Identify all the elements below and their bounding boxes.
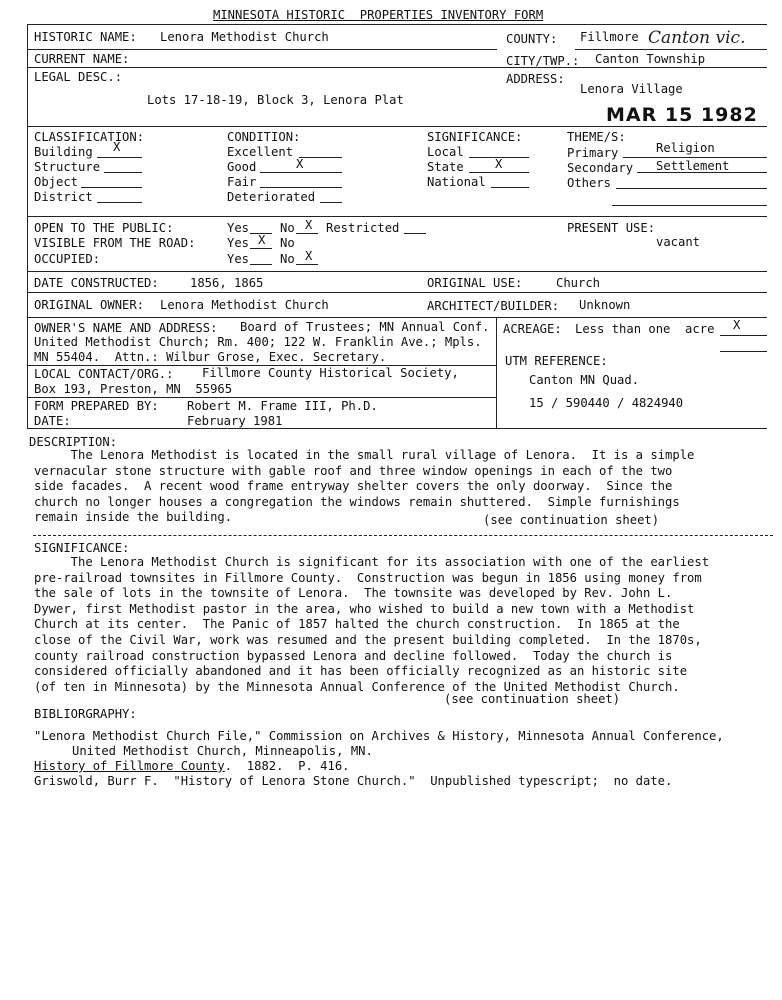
county-label: COUNTY: (506, 32, 558, 46)
class-object: Object (34, 175, 79, 189)
blank (623, 157, 767, 158)
description-text: The Lenora Methodist is located in the small rural village of Lenora. It is a simple vernacular stone structure with gable roof and three window openings in each of the two side facades. A recent wood frame entryway shelter covers the only doorway. Since the church no longer houses a congregation the windows remain shuttered. Simple furnishings remain inside the building. (34, 448, 695, 525)
cond-deteriorated: Deteriorated (227, 190, 316, 204)
bib-entry2 (34, 759, 350, 774)
blank (296, 233, 318, 234)
occupied-label: OCCUPIED: (34, 252, 101, 266)
significance-label: SIGNIFICANCE: (34, 541, 130, 555)
rule (27, 49, 497, 50)
description-label: DESCRIPTION: (29, 435, 118, 449)
rule (27, 397, 496, 398)
mid-divider (496, 317, 497, 428)
blank (260, 187, 342, 188)
class-building-mark: X (113, 140, 121, 154)
blank (97, 202, 142, 203)
cond-fair: Fair (227, 175, 257, 189)
significance-level-label: SIGNIFICANCE: (427, 130, 523, 144)
blank (299, 157, 342, 158)
occupied-no-mark: X (305, 249, 313, 263)
utm-quad: Canton MN Quad. (529, 373, 640, 387)
legal-desc-label: LEGAL DESC.: (34, 70, 123, 84)
open-yes: Yes (227, 221, 250, 235)
cond-excellent: Excellent (227, 145, 294, 159)
blank (250, 264, 272, 265)
bib-entry2-rest: . 1882. P. 416. (224, 759, 350, 773)
bib-entry3: Griswold, Burr F. "History of Lenora Stone Church." Unpublished typescript; no date. (34, 774, 673, 788)
handwritten-note: Canton vic. (648, 28, 746, 48)
rule (27, 317, 767, 318)
original-use-label: ORIGINAL USE: (427, 276, 523, 290)
architect-value: Unknown (579, 298, 631, 312)
theme-secondary-value: Settlement (656, 159, 730, 173)
original-use-value: Church (556, 276, 601, 290)
visible-yes-mark: X (258, 233, 266, 247)
open-restricted: Restricted (326, 221, 400, 235)
blank (260, 172, 342, 173)
received-date-stamp: MAR 15 1982 (606, 104, 758, 126)
prepared-by-label: FORM PREPARED BY: (34, 399, 159, 413)
themes-label: THEME/S: (567, 130, 626, 144)
cond-good-mark: X (296, 157, 304, 171)
top-rule (27, 24, 767, 25)
rule (27, 67, 767, 68)
date-value: February 1981 (187, 414, 283, 428)
sig-state-mark: X (495, 157, 503, 171)
visible-from-road-label: VISIBLE FROM THE ROAD: (34, 236, 196, 250)
condition-label: CONDITION: (227, 130, 301, 144)
blank (250, 248, 272, 249)
rule (27, 271, 767, 272)
utm-value: 15 / 590440 / 4824940 (529, 396, 684, 410)
prepared-by-value: Robert M. Frame III, Ph.D. (187, 399, 378, 413)
blank (637, 172, 767, 173)
address-label: ADDRESS: (506, 72, 565, 86)
date-constructed-label: DATE CONSTRUCTED: (34, 276, 159, 290)
blank (612, 205, 767, 206)
class-district: District (34, 190, 93, 204)
bib-entry1-line1: "Lenora Methodist Church File," Commission on Archives & History, Minnesota Annual Conference, (34, 729, 724, 743)
bibliography-label: BIBLIORGRAPHY: (34, 707, 137, 721)
bib-entry1-line2: United Methodist Church, Minneapolis, MN. (72, 744, 373, 758)
sig-national: National (427, 175, 486, 189)
blank (104, 172, 142, 173)
county-value: Fillmore (580, 30, 639, 44)
description-continuation: (see continuation sheet) (483, 513, 660, 527)
local-contact-line1: Fillmore County Historical Society, (202, 366, 459, 380)
current-name-label: CURRENT NAME: (34, 52, 130, 66)
rule (27, 428, 767, 429)
blank (616, 188, 767, 189)
theme-primary-value: Religion (656, 141, 715, 155)
visible-no: No (280, 236, 295, 250)
utm-label: UTM REFERENCE: (505, 354, 608, 368)
bib-entry2-title: History of Fillmore County (34, 759, 225, 773)
occupied-yes: Yes (227, 252, 250, 266)
acreage-mark: X (733, 318, 741, 332)
class-building: Building (34, 145, 93, 159)
significance-text: The Lenora Methodist Church is significant for its association with one of the earliest pre-railroad townsites in Fillmore County. Construction was begun in 1856 using money from the sale of lots in the townsite of Lenora. The townsite was developed by Rev. John L. Dywer, first Methodist pastor in the area, who wished to build a new town with a Methodist Church at its center. The Panic of 1857 halted the church construction. In 1865 at the close of the Civil War, work was resumed and the present building completed. In the 1870s, county railroad construction bypassed Lenora and decline followed. Today the church is considered officially abandoned and it has been officially recognized as an historic site (of ten in Minnesota) by the Minnesota Annual Conference of the United Methodist Church. (34, 555, 710, 694)
historic-name-value: Lenora Methodist Church (160, 30, 329, 44)
architect-label: ARCHITECT/BUILDER: (427, 299, 560, 313)
blank (720, 335, 767, 336)
rule (27, 216, 767, 217)
theme-secondary-label: Secondary (567, 161, 634, 175)
open-no-mark: X (305, 218, 313, 232)
theme-others-label: Others (567, 176, 612, 190)
form-title: MINNESOTA HISTORIC PROPERTIES INVENTORY FORM (213, 8, 544, 22)
sig-state: State (427, 160, 464, 174)
open-no: No (280, 221, 295, 235)
historic-name-label: HISTORIC NAME: (34, 30, 137, 44)
cond-good: Good (227, 160, 257, 174)
classification-label: CLASSIFICATION: (34, 130, 145, 144)
present-use-value: vacant (656, 235, 701, 249)
blank (404, 233, 426, 234)
left-border (27, 24, 28, 428)
legal-desc-value: Lots 17-18-19, Block 3, Lenora Plat (147, 93, 404, 107)
acreage-value: Less than one acre (575, 322, 715, 336)
blank (81, 187, 142, 188)
class-structure: Structure (34, 160, 101, 174)
original-owner-value: Lenora Methodist Church (160, 298, 329, 312)
owner-label: OWNER'S NAME AND ADDRESS: (34, 321, 218, 335)
city-label: CITY/TWP.: (506, 54, 580, 68)
open-to-public-label: OPEN TO THE PUBLIC: (34, 221, 174, 235)
acreage-label: ACREAGE: (503, 322, 562, 336)
rule (27, 292, 767, 293)
address-value: Lenora Village (580, 82, 683, 96)
original-owner-label: ORIGINAL OWNER: (34, 298, 145, 312)
sig-local: Local (427, 145, 464, 159)
local-contact-line2: Box 193, Preston, MN 55965 (34, 382, 233, 396)
blank (491, 187, 529, 188)
visible-yes: Yes (227, 236, 250, 250)
significance-continuation: (see continuation sheet) (444, 692, 621, 706)
occupied-no: No (280, 252, 295, 266)
city-value: Canton Township (595, 52, 706, 66)
rule (575, 49, 767, 50)
theme-primary-label: Primary (567, 146, 619, 160)
description-divider (33, 535, 773, 536)
local-contact-label: LOCAL CONTACT/ORG.: (34, 367, 174, 381)
rule (27, 126, 767, 127)
blank (296, 264, 318, 265)
owner-line1: Board of Trustees; MN Annual Conf. (240, 320, 490, 334)
owner-line2: United Methodist Church; Rm. 400; 122 W. Franklin Ave.; Mpls. (34, 335, 482, 349)
owner-line3: MN 55404. Attn.: Wilbur Grose, Exec. Secretary. (34, 350, 387, 364)
blank (720, 351, 767, 352)
blank (97, 157, 142, 158)
present-use-label: PRESENT USE: (567, 221, 656, 235)
date-label: DATE: (34, 414, 71, 428)
blank (469, 172, 529, 173)
blank (320, 202, 342, 203)
date-constructed-value: 1856, 1865 (190, 276, 264, 290)
